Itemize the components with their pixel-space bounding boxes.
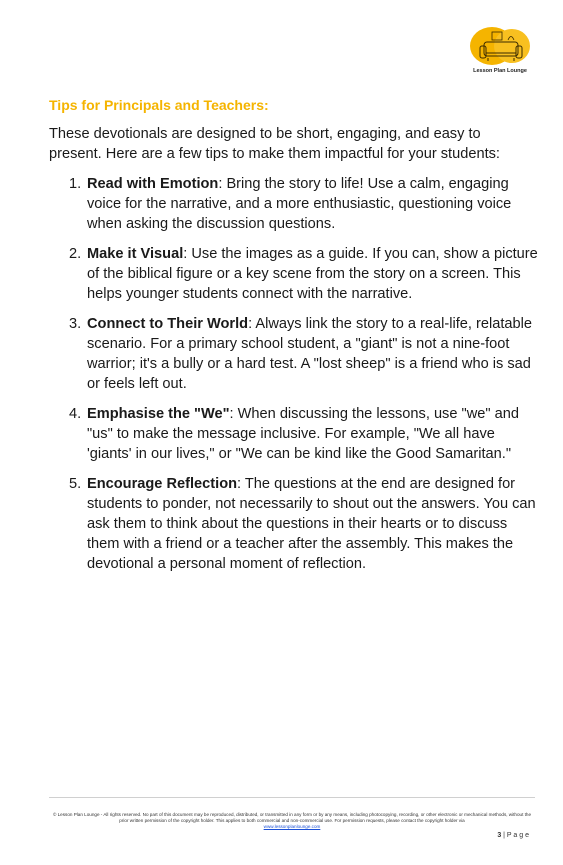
logo-text: Lesson Plan Lounge (473, 68, 527, 74)
intro-paragraph: These devotionals are designed to be short, engaging, and easy to present. Here are a few tips to make them impactful for your students: (49, 126, 500, 162)
list-number: 5. (69, 476, 82, 492)
tip-title: Make it Visual (87, 246, 184, 262)
tip-text: : Always link the story to a real-life, relatable scenario. For a primary school student, a "giant" is not a nine-foot warrior; it's a bully or a hard test. A "lost sheep" is a friend who is sad or feels left out. (87, 316, 532, 392)
list-item (49, 474, 539, 574)
list-item (49, 314, 539, 394)
page-number-value: 3 (497, 832, 502, 839)
list-number: 3. (69, 316, 82, 332)
tip-text: : When discussing the lessons, use "we" and "us" to make the message inclusive. For example, "We all have 'giants' in our lives," or "We can be kind like the Good Samaritan." (87, 406, 519, 462)
list-number: 2. (69, 246, 82, 262)
footer-copyright (49, 812, 535, 831)
list-item (49, 404, 539, 464)
page-label: | P a g e (503, 832, 529, 839)
tip-title: Read with Emotion (87, 176, 219, 192)
list-number: 4. (69, 406, 82, 422)
copyright-text: © Lesson Plan Lounge - All rights reserved. No part of this document may be reproduced, distributed, or transmitted in any form or by any means, including photocopying, recording, or other electronic or mechanical methods, without the prior written permission of the copyright holder. This applies to both commercial and non-commercial use. For permission requests, please contact the copyright holder via (52, 812, 532, 824)
tip-title: Connect to Their World (87, 316, 249, 332)
tip-title: Encourage Reflection (87, 476, 238, 492)
list-item (49, 244, 539, 304)
section-heading: Tips for Principals and Teachers: (49, 97, 269, 113)
list-item (49, 174, 539, 234)
tip-title: Emphasise the "We" (87, 406, 230, 422)
tip-text: : Bring the story to life! Use a calm, engaging voice for the narrative, and a more enthusiastic, questioning voice when asking the discussion questions. (87, 176, 512, 232)
sofa-logo-icon (468, 26, 532, 68)
lesson-plan-lounge-logo (468, 26, 532, 80)
website-link[interactable]: www.lessonplanlounge.com (263, 824, 321, 830)
tips-list (49, 174, 539, 584)
tip-text: : Use the images as a guide. If you can, show a picture of the biblical figure or a key scene from the story on a screen. This helps younger students connect with the narrative. (87, 246, 538, 302)
list-number: 1. (69, 176, 82, 192)
page-number (497, 832, 529, 839)
tip-text: : The questions at the end are designed for students to ponder, not necessarily to shout out the answers. You can ask them to think about the questions in their hearts or to discuss them with a friend or a teacher after the assembly. This makes the devotional a personal moment of reflection. (87, 476, 536, 572)
footer-divider (49, 797, 535, 798)
